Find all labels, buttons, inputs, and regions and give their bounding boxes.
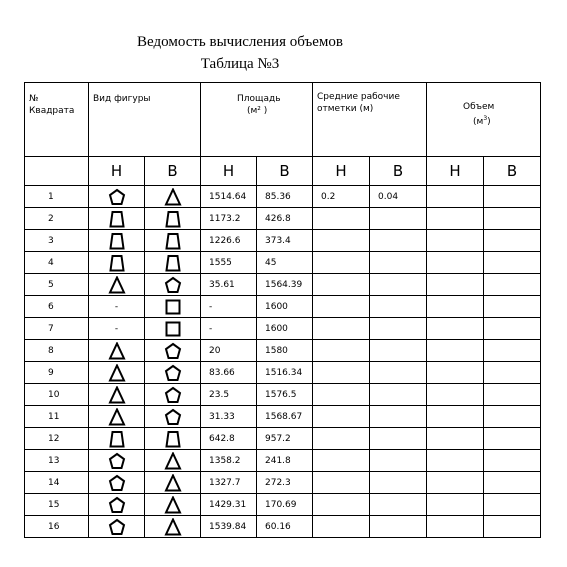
area-n-cell: 1514.64	[201, 186, 257, 208]
volume-n-cell	[427, 428, 484, 450]
figure-n-cell: -	[89, 318, 145, 340]
mark-v-cell	[370, 494, 427, 516]
volume-n-cell	[427, 186, 484, 208]
mark-n-cell	[313, 340, 370, 362]
trapezoid-icon	[164, 232, 182, 250]
triangle-icon	[164, 496, 182, 514]
square-number-cell: 13	[25, 450, 89, 472]
header-volume	[427, 83, 541, 157]
figure-v-cell	[145, 186, 201, 208]
mark-n-cell	[313, 384, 370, 406]
header-volume-unit	[463, 113, 537, 128]
volume-v-cell	[484, 186, 541, 208]
header-area-label: Площадь	[237, 94, 281, 104]
header-square-no: № Квадрата	[25, 83, 89, 157]
square-number-cell: 7	[25, 318, 89, 340]
subheader-area-n: Н	[201, 157, 257, 186]
mark-v-cell	[370, 406, 427, 428]
square-number-cell: 1	[25, 186, 89, 208]
area-v-cell: 85.36	[257, 186, 313, 208]
volume-n-cell	[427, 274, 484, 296]
area-v-cell: 60.16	[257, 516, 313, 538]
table-row	[25, 274, 541, 296]
subheader-marks-n: Н	[313, 157, 370, 186]
volume-v-cell	[484, 472, 541, 494]
volume-v-cell	[484, 274, 541, 296]
mark-n-cell	[313, 230, 370, 252]
figure-n-cell	[89, 516, 145, 538]
triangle-icon	[108, 342, 126, 360]
header-figure-type-label: Вид фигуры	[93, 94, 151, 104]
figure-v-cell	[145, 516, 201, 538]
figure-n-cell	[89, 208, 145, 230]
figure-v-cell	[145, 450, 201, 472]
figure-n-cell	[89, 186, 145, 208]
area-n-cell: 23.5	[201, 384, 257, 406]
header-figure-type	[89, 83, 201, 157]
subheader-blank	[25, 157, 89, 186]
pentagon-icon	[164, 364, 182, 382]
figure-v-cell	[145, 362, 201, 384]
figure-v-cell	[145, 252, 201, 274]
area-n-cell: 20	[201, 340, 257, 362]
mark-v-cell	[370, 428, 427, 450]
figure-v-cell	[145, 208, 201, 230]
area-v-cell: 1568.67	[257, 406, 313, 428]
table-row	[25, 472, 541, 494]
square-number-cell: 6	[25, 296, 89, 318]
subheader-row	[25, 157, 541, 186]
area-v-cell: 1564.39	[257, 274, 313, 296]
mark-n-cell	[313, 252, 370, 274]
figure-n-cell	[89, 450, 145, 472]
square-icon	[164, 298, 182, 316]
mark-v-cell	[370, 318, 427, 340]
square-number-cell: 3	[25, 230, 89, 252]
square-number-cell: 16	[25, 516, 89, 538]
square-number-cell: 14	[25, 472, 89, 494]
mark-v-cell	[370, 450, 427, 472]
mark-n-cell	[313, 274, 370, 296]
table-subtitle: Таблица №3	[200, 56, 280, 72]
volume-v-cell	[484, 208, 541, 230]
area-v-cell: 241.8	[257, 450, 313, 472]
area-n-cell: 1358.2	[201, 450, 257, 472]
trapezoid-icon	[164, 430, 182, 448]
table-row	[25, 384, 541, 406]
mark-v-cell	[370, 340, 427, 362]
figure-n-cell	[89, 274, 145, 296]
square-number-cell: 8	[25, 340, 89, 362]
pentagon-icon	[108, 188, 126, 206]
figure-v-cell	[145, 494, 201, 516]
square-number-cell: 15	[25, 494, 89, 516]
pentagon-icon	[164, 408, 182, 426]
area-v-cell: 957.2	[257, 428, 313, 450]
trapezoid-icon	[164, 254, 182, 272]
area-n-cell: 83.66	[201, 362, 257, 384]
volume-v-cell	[484, 318, 541, 340]
table-row	[25, 318, 541, 340]
volume-unit-base: (м	[473, 117, 484, 127]
square-number-cell: 4	[25, 252, 89, 274]
volume-n-cell	[427, 516, 484, 538]
triangle-icon	[108, 276, 126, 294]
triangle-icon	[164, 474, 182, 492]
volume-n-cell	[427, 230, 484, 252]
volume-n-cell	[427, 252, 484, 274]
figure-n-cell	[89, 406, 145, 428]
table-row	[25, 428, 541, 450]
area-n-cell: 1539.84	[201, 516, 257, 538]
subheader-marks-v: В	[370, 157, 427, 186]
area-n-cell: 1173.2	[201, 208, 257, 230]
volume-v-cell	[484, 428, 541, 450]
trapezoid-icon	[108, 254, 126, 272]
volume-n-cell	[427, 318, 484, 340]
mark-v-cell	[370, 296, 427, 318]
trapezoid-icon	[108, 430, 126, 448]
table-row	[25, 450, 541, 472]
area-n-cell: 642.8	[201, 428, 257, 450]
area-n-cell: 1429.31	[201, 494, 257, 516]
mark-v-cell	[370, 274, 427, 296]
header-marks: Средние рабочие отметки (м)	[313, 83, 427, 157]
figure-v-cell	[145, 384, 201, 406]
mark-n-cell	[313, 494, 370, 516]
figure-n-cell	[89, 230, 145, 252]
figure-v-cell	[145, 274, 201, 296]
mark-n-cell	[313, 428, 370, 450]
trapezoid-icon	[108, 232, 126, 250]
volume-v-cell	[484, 494, 541, 516]
volume-table	[24, 82, 541, 538]
square-number-cell: 10	[25, 384, 89, 406]
figure-v-cell	[145, 340, 201, 362]
figure-v-cell	[145, 318, 201, 340]
volume-v-cell	[484, 362, 541, 384]
figure-v-cell	[145, 296, 201, 318]
table-row	[25, 516, 541, 538]
mark-v-cell	[370, 252, 427, 274]
figure-n-cell	[89, 340, 145, 362]
area-n-cell: 1327.7	[201, 472, 257, 494]
document-title: Ведомость вычисления объемов	[137, 34, 343, 50]
area-v-cell: 1600	[257, 318, 313, 340]
area-n-cell: 31.33	[201, 406, 257, 428]
header-area-unit: (м² )	[247, 106, 268, 116]
pentagon-icon	[108, 496, 126, 514]
area-v-cell: 1580	[257, 340, 313, 362]
mark-v-cell	[370, 384, 427, 406]
figure-n-cell	[89, 252, 145, 274]
area-n-cell: -	[201, 318, 257, 340]
subheader-vol-v: В	[484, 157, 541, 186]
area-v-cell: 1516.34	[257, 362, 313, 384]
pentagon-icon	[108, 452, 126, 470]
volume-v-cell	[484, 230, 541, 252]
mark-n-cell	[313, 472, 370, 494]
area-v-cell: 1576.5	[257, 384, 313, 406]
pentagon-icon	[108, 474, 126, 492]
table-row	[25, 186, 541, 208]
pentagon-icon	[164, 342, 182, 360]
table-row	[25, 406, 541, 428]
volume-v-cell	[484, 252, 541, 274]
volume-n-cell	[427, 208, 484, 230]
subheader-fig-n: Н	[89, 157, 145, 186]
volume-v-cell	[484, 296, 541, 318]
triangle-icon	[164, 188, 182, 206]
figure-v-cell	[145, 230, 201, 252]
figure-n-cell	[89, 362, 145, 384]
area-n-cell: 1555	[201, 252, 257, 274]
trapezoid-icon	[108, 210, 126, 228]
header-row	[25, 83, 541, 157]
mark-n-cell	[313, 362, 370, 384]
table-row	[25, 230, 541, 252]
mark-v-cell	[370, 472, 427, 494]
square-number-cell: 5	[25, 274, 89, 296]
square-number-cell: 2	[25, 208, 89, 230]
header-area	[201, 83, 313, 157]
volume-v-cell	[484, 516, 541, 538]
area-n-cell: 1226.6	[201, 230, 257, 252]
mark-n-cell	[313, 296, 370, 318]
square-number-cell: 12	[25, 428, 89, 450]
mark-n-cell	[313, 450, 370, 472]
subheader-vol-n: Н	[427, 157, 484, 186]
subheader-area-v: В	[257, 157, 313, 186]
triangle-icon	[108, 408, 126, 426]
volume-v-cell	[484, 340, 541, 362]
volume-n-cell	[427, 340, 484, 362]
pentagon-icon	[108, 518, 126, 536]
area-v-cell: 373.4	[257, 230, 313, 252]
mark-v-cell	[370, 208, 427, 230]
mark-n-cell: 0.2	[313, 186, 370, 208]
mark-n-cell	[313, 318, 370, 340]
area-v-cell: 45	[257, 252, 313, 274]
table-row	[25, 208, 541, 230]
subheader-fig-v: В	[145, 157, 201, 186]
area-v-cell: 272.3	[257, 472, 313, 494]
figure-v-cell	[145, 428, 201, 450]
figure-n-cell	[89, 428, 145, 450]
triangle-icon	[108, 386, 126, 404]
volume-n-cell	[427, 450, 484, 472]
area-v-cell: 426.8	[257, 208, 313, 230]
table-row	[25, 252, 541, 274]
table-row	[25, 494, 541, 516]
mark-v-cell	[370, 362, 427, 384]
area-n-cell: -	[201, 296, 257, 318]
mark-n-cell	[313, 208, 370, 230]
mark-v-cell	[370, 516, 427, 538]
figure-v-cell	[145, 406, 201, 428]
volume-unit-end: )	[487, 117, 491, 127]
figure-n-cell: -	[89, 296, 145, 318]
volume-n-cell	[427, 406, 484, 428]
figure-n-cell	[89, 494, 145, 516]
mark-n-cell	[313, 516, 370, 538]
triangle-icon	[108, 364, 126, 382]
volume-v-cell	[484, 406, 541, 428]
figure-v-cell	[145, 472, 201, 494]
square-number-cell: 11	[25, 406, 89, 428]
volume-n-cell	[427, 494, 484, 516]
figure-n-cell	[89, 472, 145, 494]
volume-unit-sup: 3	[483, 115, 488, 122]
area-v-cell: 1600	[257, 296, 313, 318]
trapezoid-icon	[164, 210, 182, 228]
header-volume-label: Объем	[463, 102, 495, 112]
table-row	[25, 362, 541, 384]
pentagon-icon	[164, 386, 182, 404]
volume-n-cell	[427, 384, 484, 406]
triangle-icon	[164, 452, 182, 470]
volume-n-cell	[427, 296, 484, 318]
area-n-cell: 35.61	[201, 274, 257, 296]
volume-v-cell	[484, 384, 541, 406]
triangle-icon	[164, 518, 182, 536]
table-row	[25, 340, 541, 362]
mark-v-cell	[370, 230, 427, 252]
table-row	[25, 296, 541, 318]
mark-v-cell: 0.04	[370, 186, 427, 208]
volume-n-cell	[427, 472, 484, 494]
square-number-cell: 9	[25, 362, 89, 384]
volume-n-cell	[427, 362, 484, 384]
volume-v-cell	[484, 450, 541, 472]
mark-n-cell	[313, 406, 370, 428]
pentagon-icon	[164, 276, 182, 294]
square-icon	[164, 320, 182, 338]
figure-n-cell	[89, 384, 145, 406]
area-v-cell: 170.69	[257, 494, 313, 516]
